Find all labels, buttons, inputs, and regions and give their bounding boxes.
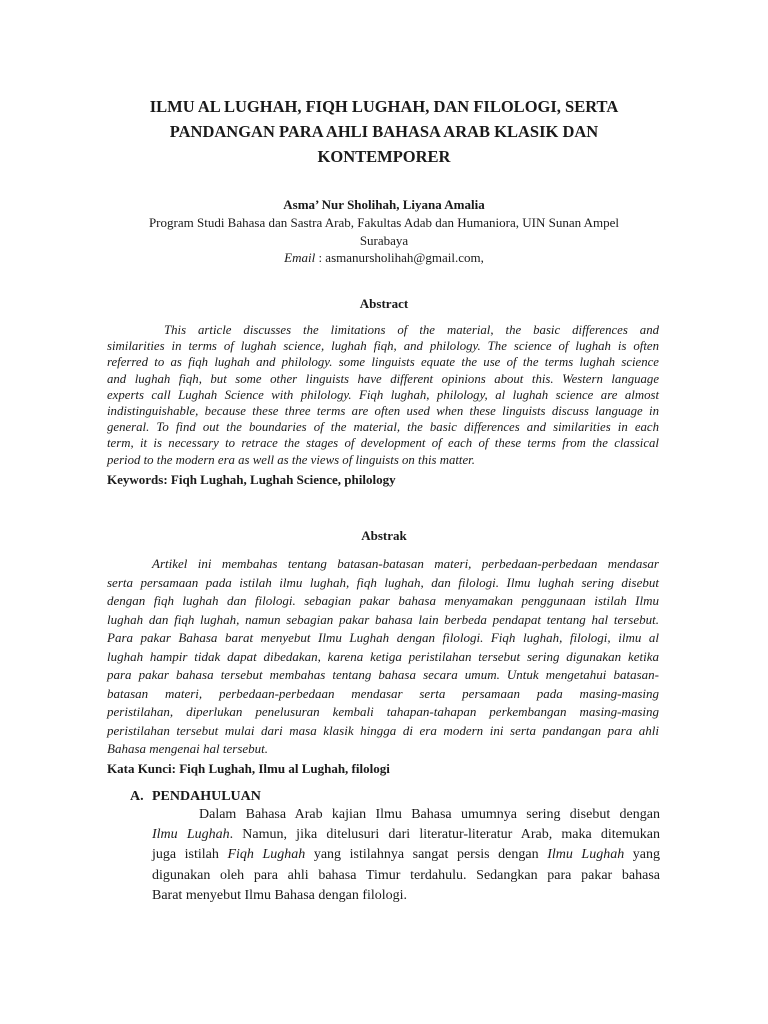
email-label: Email (284, 250, 316, 265)
paper-title (90, 94, 678, 169)
abstrak-line: serta persamaan pada istilah ilmu lughah, fiqh lughah, dan filologi. Ilmu lughah sering disebut (107, 574, 659, 590)
section-heading (130, 788, 261, 806)
abstract-english (107, 322, 659, 468)
text-run: juga istilah (152, 847, 228, 863)
abstract-line: referred to as fiqh lughah and philology. some linguists equate the use of the terms lughah science (107, 355, 659, 370)
paragraph-line: digunakan oleh para ahli bahasa Timur terdahulu. Sedangkan para pakar bahasa (152, 867, 660, 883)
abstract-line: experts call Lughah Science with philology. Fiqh lughah, philology, al lughah science are almost (107, 387, 659, 402)
abstract-line: and lughah fiqh, but some other linguists have different opinions about this. Western language (107, 371, 659, 386)
keywords-indonesian: Kata Kunci: Fiqh Lughah, Ilmu al Lughah, filologi (107, 761, 390, 776)
section-letter: A. (130, 789, 144, 804)
keywords-english: Keywords: Fiqh Lughah, Lughah Science, philology (107, 472, 396, 487)
text-run: yang (624, 847, 661, 863)
abstrak-line: peristilahan tersebut mulai dari masa klasik hingga di era modern ini serta pandangan para ahli (107, 722, 659, 738)
abstract-line: term, it is necessary to retrace the stages of development of each of these terms from the classical (107, 436, 659, 451)
affiliation-line: Program Studi Bahasa dan Sastra Arab, Fakultas Adab dan Humaniora, UIN Sunan Ampel (148, 215, 620, 230)
abstrak-line: para pakar bahasa tersebut membahas tentang bahasa secara umum. Untuk mengetahui batasan- (107, 667, 659, 683)
abstract-line: period to the modern era as well as the views of linguists on this matter. (107, 452, 475, 467)
title-line: KONTEMPORER (317, 147, 451, 166)
abstrak-line: lughah hampir tidak dapat dibedakan, karena ketiga peristilahan tersebut sering digunakan ketika (107, 648, 659, 664)
abstrak-line: Bahasa mengenai hal tersebut. (107, 741, 269, 757)
abstract-line: general. To find out the boundaries of the material, the basic differences and similarities in each (107, 420, 659, 435)
author-affiliation (120, 214, 648, 249)
text-run: . Namun, jika ditelusuri dari literatur-literatur Arab, maka ditemukan (229, 827, 660, 843)
abstrak-line: peristilahan, diperlukan penelusuran kembali tahapan-tahapan perkembangan masing-masing (107, 704, 659, 720)
paragraph-line: Barat menyebut Ilmu Bahasa dengan filologi. (152, 887, 408, 903)
paragraph-line (152, 845, 660, 865)
author-email (0, 249, 768, 266)
email-address: : asmanursholihah@gmail.com, (315, 250, 484, 265)
affiliation-line: Surabaya (359, 232, 409, 248)
abstrak-line: batasan materi, perbedaan-perbedaan mendasar serta persamaan pada masing-masing (107, 685, 659, 701)
title-line: PANDANGAN PARA AHLI BAHASA ARAB KLASIK DAN (169, 122, 599, 141)
abstract-line: This article discusses the limitations of the material, the basic differences and (164, 323, 659, 337)
paragraph-line (152, 825, 660, 845)
abstrak-line: Artikel ini membahas tentang batasan-batasan materi, perbedaan-perbedaan mendasar (152, 556, 659, 571)
section-title: PENDAHULUAN (152, 789, 261, 804)
abstrak-heading: Abstrak (361, 528, 407, 543)
abstrak-line: dengan fiqh lughah dan filologi. sebagian pakar bahasa menyamakan penggunaan istilah Ilmu (107, 593, 659, 609)
abstract-line: indistinguishable, because these three terms are often used when these linguists discuss language in (107, 404, 659, 419)
abstract-indonesian (107, 555, 659, 759)
term-fiqh-lughah: Fiqh Lughah (227, 847, 306, 863)
introduction-paragraph (152, 805, 660, 906)
abstract-line: similarities in terms of lughah science, lughah fiqh, and philology. The science of lughah is often (107, 339, 659, 354)
abstract-heading: Abstract (359, 296, 409, 311)
title-line: ILMU AL LUGHAH, FIQH LUGHAH, DAN FILOLOGI, SERTA (149, 97, 619, 116)
paragraph-line: Dalam Bahasa Arab kajian Ilmu Bahasa umumnya sering disebut dengan (199, 807, 660, 822)
term-ilmu-lughah: Ilmu Lughah (547, 847, 625, 863)
abstrak-line: lughah dan fiqh lughah, namun sebagian pakar bahasa lain berbeda pendapat tentang hal tersebut. (107, 611, 659, 627)
author-names: Asma’ Nur Sholihah, Liyana Amalia (283, 197, 485, 212)
text-run: yang istilahnya sangat persis dengan (305, 847, 548, 863)
term-ilmu-lughah: Ilmu Lughah (152, 827, 230, 843)
abstrak-line: Para pakar Bahasa barat menyebut Ilmu Lughah dengan filologi. Fiqh lughah, filologi, ilmu al (107, 630, 659, 646)
